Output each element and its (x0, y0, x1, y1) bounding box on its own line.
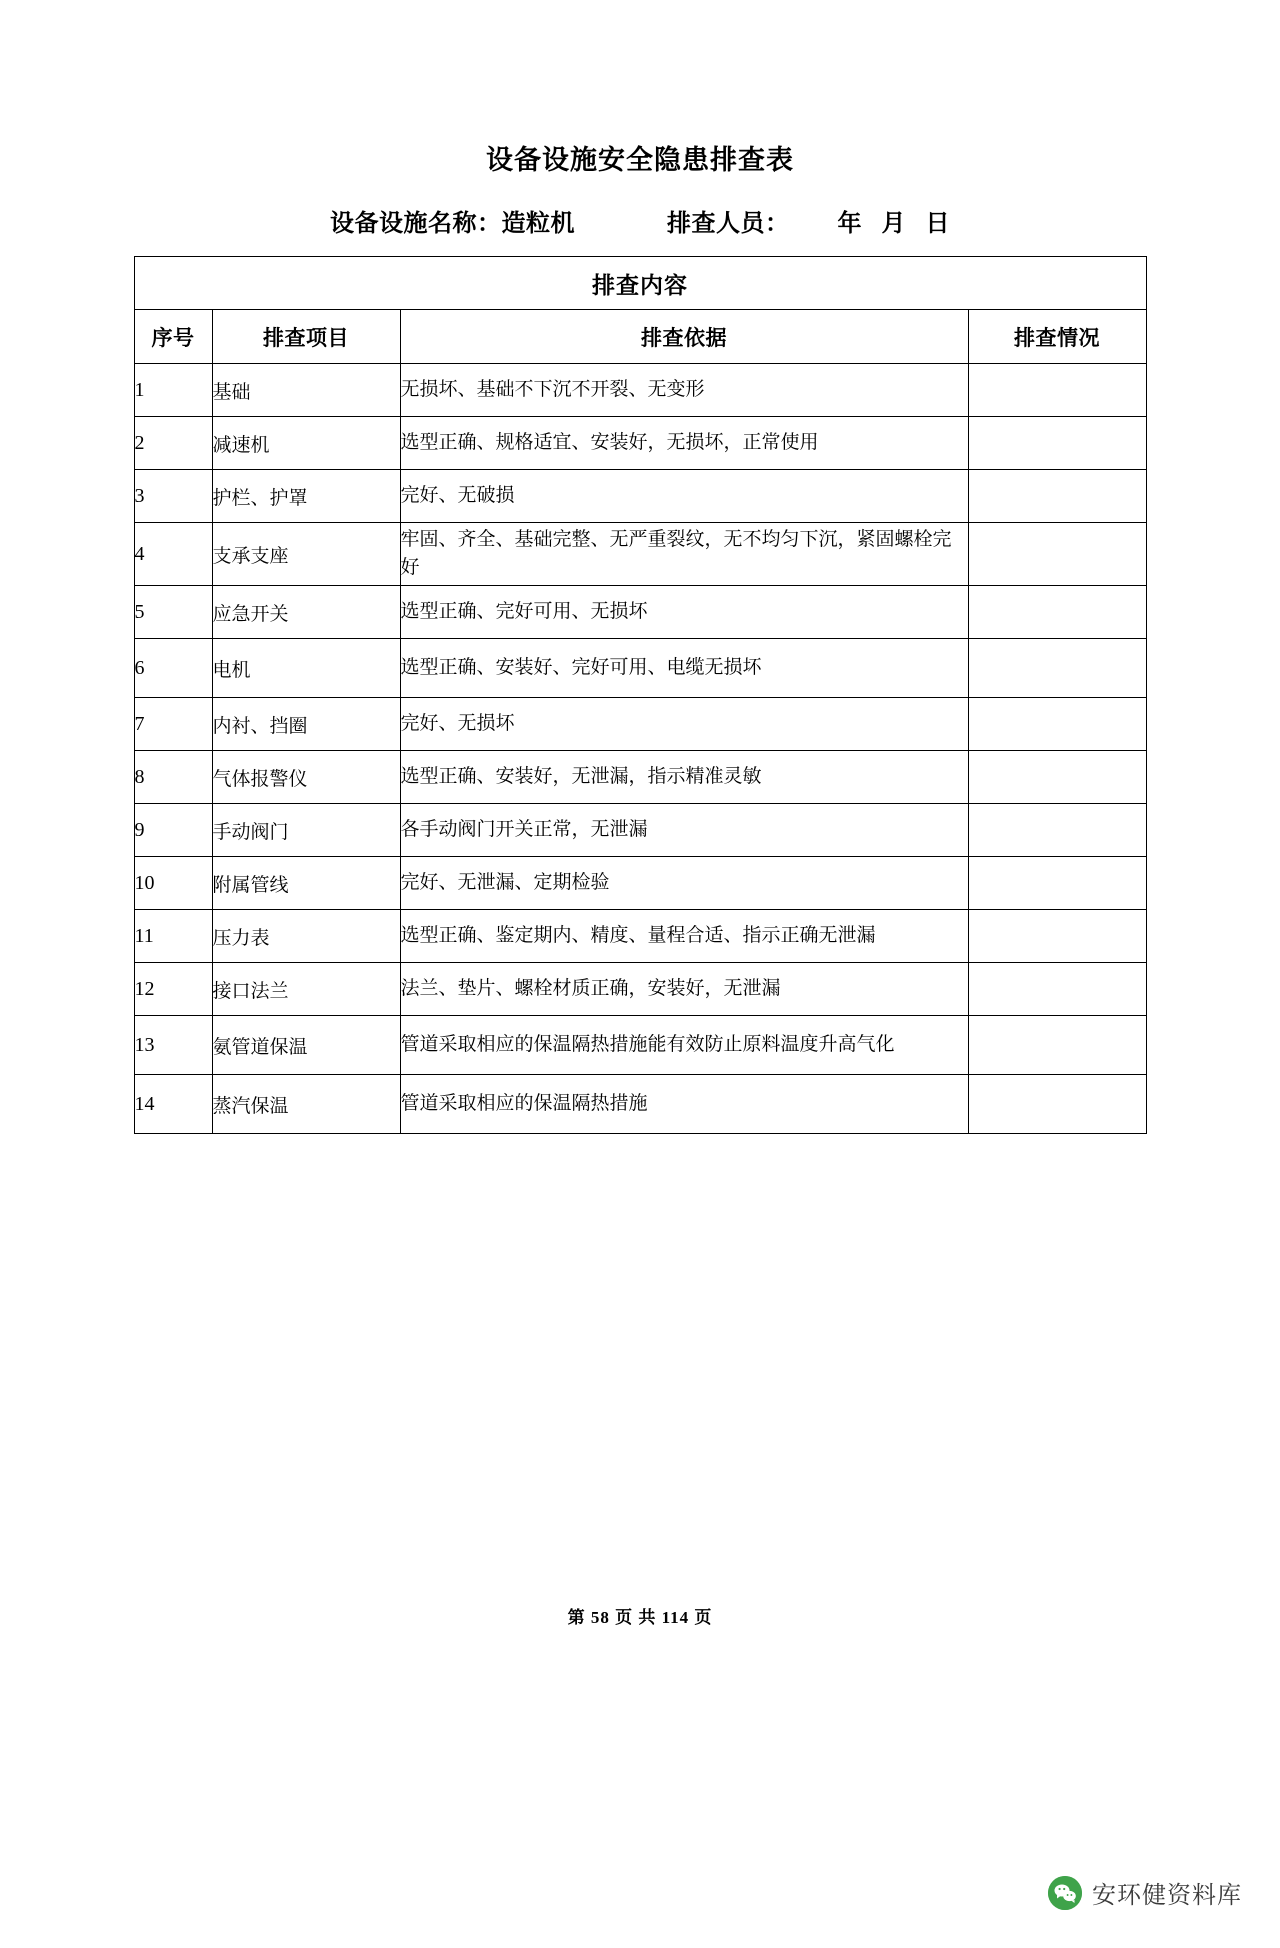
row-item: 附属管线 (212, 857, 400, 910)
table-row (134, 364, 1146, 417)
row-basis: 管道采取相应的保温隔热措施能有效防止原料温度升高气化 (400, 1016, 968, 1075)
equipment-name-label: 设备设施名称： (330, 211, 502, 237)
row-basis: 选型正确、安装好、完好可用、电缆无损坏 (400, 639, 968, 698)
row-status[interactable] (968, 857, 1146, 910)
table-row (134, 523, 1146, 586)
row-status[interactable] (968, 804, 1146, 857)
row-basis: 无损坏、基础不下沉不开裂、无变形 (400, 364, 968, 417)
table-row (134, 639, 1146, 698)
table-row (134, 910, 1146, 963)
column-header-no: 序号 (134, 310, 212, 364)
row-basis: 法兰、垫片、螺栓材质正确，安装好，无泄漏 (400, 963, 968, 1016)
row-status[interactable] (968, 910, 1146, 963)
page-footer: 第 58 页 共 114 页 (567, 1608, 713, 1627)
row-basis: 管道采取相应的保温隔热措施 (400, 1075, 968, 1134)
row-item: 氨管道保温 (212, 1016, 400, 1075)
row-basis: 完好、无破损 (400, 470, 968, 523)
row-status[interactable] (968, 1075, 1146, 1134)
row-status[interactable] (968, 364, 1146, 417)
row-status[interactable] (968, 963, 1146, 1016)
row-no: 14 (134, 1075, 212, 1134)
row-no: 7 (134, 698, 212, 751)
row-item: 电机 (212, 639, 400, 698)
table-row (134, 857, 1146, 910)
table-header-row (134, 310, 1146, 364)
row-no: 6 (134, 639, 212, 698)
row-no: 1 (134, 364, 212, 417)
watermark (1048, 1875, 1242, 1910)
row-item: 蒸汽保温 (212, 1075, 400, 1134)
row-basis: 选型正确、完好可用、无损坏 (400, 586, 968, 639)
row-no: 12 (134, 963, 212, 1016)
row-basis: 选型正确、鉴定期内、精度、量程合适、指示正确无泄漏 (400, 910, 968, 963)
row-item: 应急开关 (212, 586, 400, 639)
table-row (134, 698, 1146, 751)
row-no: 8 (134, 751, 212, 804)
column-header-basis: 排查依据 (400, 310, 968, 364)
wechat-icon (1048, 1876, 1082, 1910)
column-header-status: 排查情况 (968, 310, 1146, 364)
date-label: 年 月 日 (837, 211, 950, 237)
table-row (134, 586, 1146, 639)
row-item: 护栏、护罩 (212, 470, 400, 523)
table-banner-row (134, 257, 1146, 310)
document-page (0, 138, 1280, 1948)
row-item: 手动阀门 (212, 804, 400, 857)
page-title: 设备设施安全隐患排查表 (486, 145, 794, 175)
table-row (134, 470, 1146, 523)
row-item: 压力表 (212, 910, 400, 963)
row-basis: 完好、无损坏 (400, 698, 968, 751)
row-status[interactable] (968, 698, 1146, 751)
row-no: 13 (134, 1016, 212, 1075)
row-item: 减速机 (212, 417, 400, 470)
row-no: 10 (134, 857, 212, 910)
row-status[interactable] (968, 751, 1146, 804)
row-no: 5 (134, 586, 212, 639)
row-basis: 牢固、齐全、基础完整、无严重裂纹，无不均匀下沉，紧固螺栓完好 (400, 523, 968, 586)
inspector-label: 排查人员： (667, 211, 790, 237)
row-item: 接口法兰 (212, 963, 400, 1016)
row-basis: 选型正确、安装好，无泄漏，指示精准灵敏 (400, 751, 968, 804)
table-row (134, 963, 1146, 1016)
row-no: 3 (134, 470, 212, 523)
table-row (134, 751, 1146, 804)
row-status[interactable] (968, 470, 1146, 523)
row-basis: 完好、无泄漏、定期检验 (400, 857, 968, 910)
row-status[interactable] (968, 1016, 1146, 1075)
row-no: 11 (134, 910, 212, 963)
inspection-table (134, 256, 1147, 1134)
row-item: 气体报警仪 (212, 751, 400, 804)
row-status[interactable] (968, 523, 1146, 586)
equipment-name-value: 造粒机 (501, 211, 575, 237)
column-header-item: 排查项目 (212, 310, 400, 364)
row-basis: 选型正确、规格适宜、安装好，无损坏，正常使用 (400, 417, 968, 470)
table-row (134, 804, 1146, 857)
row-no: 9 (134, 804, 212, 857)
row-status[interactable] (968, 586, 1146, 639)
row-item: 支承支座 (212, 523, 400, 586)
row-item: 基础 (212, 364, 400, 417)
row-no: 2 (134, 417, 212, 470)
table-row (134, 1016, 1146, 1075)
row-item: 内衬、挡圈 (212, 698, 400, 751)
row-status[interactable] (968, 417, 1146, 470)
table-row (134, 417, 1146, 470)
document-meta-row (0, 203, 1280, 238)
row-no: 4 (134, 523, 212, 586)
row-status[interactable] (968, 639, 1146, 698)
table-banner: 排查内容 (134, 257, 1146, 310)
table-row (134, 1075, 1146, 1134)
watermark-text: 安环健资料库 (1092, 1882, 1242, 1909)
row-basis: 各手动阀门开关正常，无泄漏 (400, 804, 968, 857)
